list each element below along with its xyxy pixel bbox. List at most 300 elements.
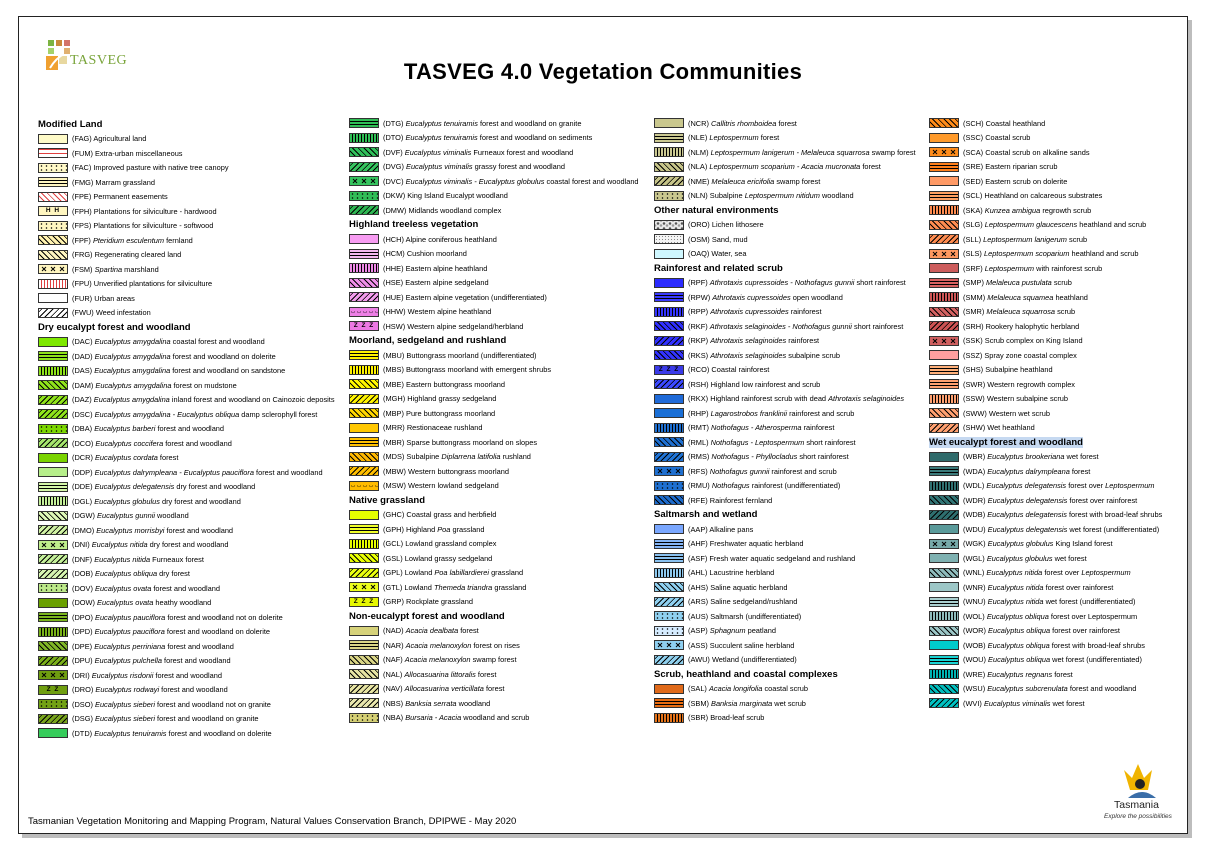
legend-label	[383, 525, 485, 534]
legend-label	[72, 178, 155, 187]
legend-label	[963, 423, 1035, 432]
swatch-cross-marks	[655, 641, 683, 649]
legend-swatch	[929, 611, 959, 621]
legend-code: (DAM)	[72, 380, 94, 390]
legend-code: (DRI)	[72, 670, 90, 680]
legend-description: Eucalyptus pauciflora forest and woodland not on dolerite	[95, 612, 283, 622]
legend-item	[38, 262, 338, 277]
legend-description: Eucalyptus globulus wet forest	[986, 553, 1087, 563]
legend-code: (SLG)	[963, 220, 983, 230]
legend-description: Eucalyptus delegatensis wet forest (undifferentiated)	[987, 524, 1160, 534]
legend-description: Highland grassy sedgeland	[407, 394, 497, 404]
legend-label	[688, 162, 881, 171]
legend-label	[688, 307, 822, 316]
section-header	[654, 203, 954, 218]
legend-description: Eucalyptus viminalis wet forest	[983, 698, 1085, 708]
legend-description: Water, sea	[711, 249, 747, 259]
legend-item	[349, 232, 649, 247]
legend-description: Eastern alpine vegetation (undifferentiated)	[405, 292, 547, 302]
legend-label	[383, 699, 490, 708]
legend-label	[72, 613, 283, 622]
legend-item	[929, 421, 1206, 436]
legend-label	[72, 265, 159, 274]
legend-swatch	[929, 408, 959, 418]
legend-item	[349, 537, 649, 552]
legend-label	[688, 583, 787, 592]
legend-item	[929, 160, 1206, 175]
legend-code: (RFS)	[688, 466, 708, 476]
legend-code: (DMW)	[383, 205, 407, 215]
legend-label	[963, 452, 1099, 461]
legend-description: Nothofagus rainforest (undifferentiated)	[711, 481, 841, 491]
legend-swatch	[929, 597, 959, 607]
legend-swatch	[38, 525, 68, 535]
legend-code: (AWU)	[688, 655, 710, 665]
legend-item	[349, 551, 649, 566]
legend-swatch	[929, 234, 959, 244]
legend-description: Eastern alpine sedgeland	[405, 278, 489, 288]
legend-code: (FSM)	[72, 264, 93, 274]
legend-code: (MBS)	[383, 365, 404, 375]
legend-label	[383, 568, 523, 577]
legend-swatch	[349, 539, 379, 549]
legend-item	[38, 146, 338, 161]
legend-code: (SLL)	[963, 234, 982, 244]
legend-description: Eucalyptus ovata heathy woodland	[97, 598, 212, 608]
legend-item	[929, 624, 1206, 639]
legend-item	[654, 566, 954, 581]
legend-item	[38, 436, 338, 451]
legend-item	[929, 464, 1206, 479]
legend-code: (NLA)	[688, 162, 708, 172]
legend-description: Eucalyptus morrisbyi forest and woodland	[96, 525, 234, 535]
legend-description: Plantations for silviculture - softwood	[93, 221, 214, 231]
legend-item	[929, 203, 1206, 218]
legend-label	[963, 684, 1136, 693]
legend-swatch	[654, 321, 684, 331]
legend-item	[929, 638, 1206, 653]
legend-description: Agricultural land	[93, 134, 147, 144]
legend-item	[349, 624, 649, 639]
legend-item	[38, 204, 338, 219]
legend-swatch	[654, 466, 684, 476]
legend-swatch	[38, 308, 68, 318]
legend-column-4	[929, 116, 1206, 711]
legend-description: Eucalyptus rodwayi forest and woodland	[95, 685, 228, 695]
legend-swatch	[349, 669, 379, 679]
legend-item	[654, 711, 954, 726]
legend-label	[688, 365, 769, 374]
legend-swatch	[349, 626, 379, 636]
legend-item	[929, 174, 1206, 189]
legend-description: Coastal heathland	[985, 118, 1046, 128]
legend-swatch	[38, 554, 68, 564]
legend-swatch	[38, 540, 68, 550]
legend-description: Eucalyptus viminalis Furneaux forest and woodland	[404, 147, 574, 157]
legend-code: (ARS)	[688, 597, 709, 607]
legend-label	[963, 597, 1135, 606]
legend-item	[654, 682, 954, 697]
legend-code: (RKP)	[688, 336, 709, 346]
legend-item	[38, 233, 338, 248]
legend-code: (DKW)	[383, 191, 406, 201]
legend-description: Subalpine Diplarrena latifolia rushland	[406, 452, 531, 462]
legend-label	[963, 177, 1067, 186]
swatch-cross-marks	[930, 148, 958, 156]
legend-description: Unverified plantations for silviculture	[93, 279, 213, 289]
legend-label	[688, 133, 779, 142]
legend-label	[688, 235, 748, 244]
legend-item	[929, 580, 1206, 595]
legend-label	[963, 133, 1030, 142]
legend-description: Coastal grass and herbfield	[406, 510, 497, 520]
legend-swatch	[38, 728, 68, 738]
legend-item	[349, 189, 649, 204]
legend-label	[963, 191, 1102, 200]
legend-item	[929, 479, 1206, 494]
legend-description: Leptospermum forest	[709, 133, 780, 143]
legend-code: (WGL)	[963, 553, 985, 563]
legend-label	[688, 336, 819, 345]
legend-swatch	[654, 336, 684, 346]
legend-description: Spartina marshland	[94, 264, 159, 274]
swatch-letter-marks: H H	[45, 207, 61, 215]
legend-swatch	[929, 640, 959, 650]
swatch-cross-marks	[655, 467, 683, 475]
legend-description: Eucalyptus pauciflora forest and woodland on dolerite	[94, 627, 271, 637]
tasmania-logo-name: Tasmania	[1114, 799, 1159, 811]
legend-code: (SCH)	[963, 118, 984, 128]
legend-label	[963, 322, 1079, 331]
legend-item	[929, 145, 1206, 160]
legend-swatch	[654, 481, 684, 491]
legend-item	[654, 377, 954, 392]
legend-code: (DDP)	[72, 467, 93, 477]
legend-label	[383, 249, 467, 258]
legend-description: Athrotaxis selaginoides - Nothofagus gunnii short rainforest	[709, 321, 904, 331]
legend-code: (SMP)	[963, 278, 984, 288]
legend-label	[688, 293, 843, 302]
legend-item	[654, 218, 954, 233]
legend-item	[654, 696, 954, 711]
legend-code: (DCO)	[72, 438, 94, 448]
legend-code: (RKF)	[688, 321, 708, 331]
legend-code: (NLN)	[688, 191, 708, 201]
legend-swatch	[654, 611, 684, 621]
legend-label	[72, 598, 211, 607]
legend-swatch	[654, 655, 684, 665]
legend-swatch	[929, 466, 959, 476]
section-header-text: Dry eucalypt forest and woodland	[38, 321, 191, 333]
legend-description: Western alpine heathland	[407, 307, 492, 317]
legend-item	[349, 479, 649, 494]
legend-item	[654, 551, 954, 566]
legend-swatch	[929, 698, 959, 708]
legend-column-1	[38, 117, 338, 741]
legend-code: (HCM)	[383, 249, 405, 259]
legend-description: Eucalyptus dalrympleana - Eucalyptus pauciflora forest and woodland	[94, 467, 323, 477]
legend-item	[929, 116, 1206, 131]
legend-label	[963, 307, 1075, 316]
legend-label	[963, 554, 1087, 563]
legend-item	[654, 145, 954, 160]
legend-label	[688, 452, 849, 461]
legend-swatch	[929, 379, 959, 389]
legend-swatch	[349, 394, 379, 404]
legend-code: (RPP)	[688, 307, 709, 317]
legend-item	[654, 653, 954, 668]
legend-item	[929, 276, 1206, 291]
legend-swatch	[654, 495, 684, 505]
legend-item	[38, 697, 338, 712]
legend-description: Eucalyptus gunnii woodland	[97, 511, 189, 521]
legend-item	[929, 551, 1206, 566]
legend-item	[654, 319, 954, 334]
legend-code: (RMT)	[688, 423, 709, 433]
legend-code: (FMG)	[72, 177, 94, 187]
legend-label	[72, 381, 237, 390]
legend-label	[383, 438, 537, 447]
legend-description: Leptospermum scoparium heathland and scrub	[983, 249, 1139, 259]
legend-swatch	[38, 583, 68, 593]
legend-label	[963, 249, 1138, 258]
section-header	[349, 609, 649, 624]
legend-code: (DTO)	[383, 133, 404, 143]
legend-label	[963, 568, 1131, 577]
legend-swatch	[38, 177, 68, 187]
legend-swatch	[654, 162, 684, 172]
legend-description: Leptospermum lanigerum - Melaleuca squarrosa swamp forest	[710, 147, 916, 157]
legend-item	[929, 261, 1206, 276]
legend-swatch	[38, 656, 68, 666]
legend-code: (WOL)	[963, 611, 985, 621]
legend-description: Eucalyptus brookeriana wet forest	[987, 452, 1099, 462]
legend-code: (FRG)	[72, 250, 93, 260]
legend-code: (DRO)	[72, 685, 94, 695]
legend-label	[963, 162, 1057, 171]
legend-label	[383, 133, 592, 142]
legend-code: (WOR)	[963, 626, 986, 636]
legend-item	[654, 160, 954, 175]
legend-swatch	[929, 423, 959, 433]
legend-label	[383, 307, 491, 316]
legend-label	[688, 568, 774, 577]
legend-description: Eucalyptus amygdalina - Eucalyptus obliqua damp sclerophyll forest	[94, 409, 318, 419]
legend-label	[688, 713, 764, 722]
legend-label	[383, 278, 489, 287]
legend-label	[688, 220, 764, 229]
section-header	[349, 334, 649, 349]
legend-label	[383, 481, 499, 490]
legend-description: Athrotaxis selaginoides rainforest	[710, 336, 820, 346]
legend-item	[654, 595, 954, 610]
legend-item	[654, 189, 954, 204]
legend-item	[654, 247, 954, 262]
legend-label	[72, 424, 224, 433]
legend-code: (GPL)	[383, 568, 403, 578]
legend-label	[688, 684, 808, 693]
legend-code: (GHC)	[383, 510, 405, 520]
legend-item	[38, 248, 338, 263]
legend-label	[383, 177, 639, 186]
legend-label	[963, 496, 1137, 505]
legend-item	[654, 450, 954, 465]
legend-swatch	[38, 351, 68, 361]
legend-code: (SBM)	[688, 698, 709, 708]
legend-label	[383, 554, 492, 563]
legend-description: Pteridium esculentum fernland	[92, 235, 193, 245]
legend-swatch	[349, 234, 379, 244]
legend-code: (RMS)	[688, 452, 710, 462]
legend-description: Banksia serrata woodland	[405, 698, 491, 708]
legend-code: (SRF)	[963, 263, 983, 273]
legend-code: (WDA)	[963, 466, 986, 476]
legend-label	[383, 641, 520, 650]
legend-label	[383, 510, 496, 519]
legend-swatch	[349, 423, 379, 433]
legend-description: Midlands woodland complex	[408, 205, 502, 215]
legend-item	[38, 465, 338, 480]
legend-code: (FPS)	[72, 221, 92, 231]
legend-description: Eucalyptus delegatensis dry forest and woodland	[94, 482, 256, 492]
legend-swatch	[929, 263, 959, 273]
legend-code: (GSL)	[383, 553, 403, 563]
legend-description: Eucalyptus globulus King Island forest	[987, 539, 1113, 549]
legend-label	[383, 583, 526, 592]
legend-label	[688, 380, 820, 389]
section-header	[349, 493, 649, 508]
legend-description: Acacia melanoxylon forest on rises	[405, 640, 520, 650]
legend-code: (NME)	[688, 176, 710, 186]
legend-code: (DSO)	[72, 699, 93, 709]
legend-description: Sparse buttongrass moorland on slopes	[406, 437, 538, 447]
legend-description: Coastal rainforest	[711, 365, 770, 375]
legend-label	[383, 423, 482, 432]
legend-code: (OAQ)	[688, 249, 710, 259]
legend-item	[38, 668, 338, 683]
legend-code: (MBE)	[383, 379, 404, 389]
legend-item	[929, 348, 1206, 363]
legend-swatch	[349, 162, 379, 172]
legend-swatch	[929, 191, 959, 201]
legend-swatch	[929, 292, 959, 302]
legend-swatch	[38, 250, 68, 260]
legend-description: Eucalyptus tenuiramis forest and woodland on sediments	[405, 133, 593, 143]
legend-description: Eucalyptus cordata forest	[95, 453, 179, 463]
legend-code: (MDS)	[383, 452, 405, 462]
legend-code: (DPE)	[72, 641, 93, 651]
legend-item	[38, 349, 338, 364]
legend-label	[72, 149, 183, 158]
legend-swatch	[929, 162, 959, 172]
legend-item	[654, 464, 954, 479]
legend-swatch	[929, 394, 959, 404]
section-header	[929, 435, 1206, 450]
legend-code: (DVG)	[383, 162, 404, 172]
legend-swatch	[654, 568, 684, 578]
legend-description: Nothofagus gunnii rainforest and scrub	[709, 466, 837, 476]
legend-swatch	[38, 641, 68, 651]
legend-code: (WOB)	[963, 640, 986, 650]
legend-label	[383, 351, 537, 360]
legend-code: (WNR)	[963, 582, 986, 592]
swatch-cross-marks	[350, 583, 378, 591]
legend-code: (ASP)	[688, 626, 708, 636]
legend-swatch	[349, 379, 379, 389]
legend-description: Rockplate grassland	[406, 597, 473, 607]
legend-swatch	[654, 640, 684, 650]
legend-label	[963, 394, 1068, 403]
legend-code: (WBR)	[963, 452, 986, 462]
legend-swatch	[654, 220, 684, 230]
legend-swatch	[654, 278, 684, 288]
legend-item	[929, 522, 1206, 537]
legend-label	[963, 467, 1090, 476]
legend-label	[72, 511, 189, 520]
legend-description: Scrub complex on King Island	[984, 336, 1083, 346]
legend-label	[963, 351, 1077, 360]
legend-description: Leptospermum lanigerum scrub	[983, 234, 1088, 244]
legend-code: (DSG)	[72, 714, 93, 724]
legend-column-3	[654, 116, 954, 725]
legend-description: Eucalyptus amygdalina forest and woodland on dolerite	[94, 351, 276, 361]
legend-code: (FAC)	[72, 163, 92, 173]
legend-description: Eucalyptus delegatensis forest over Leptospermum	[986, 481, 1155, 491]
legend-label	[688, 539, 803, 548]
swatch-cross-marks	[930, 540, 958, 548]
legend-item	[38, 509, 338, 524]
legend-item	[38, 451, 338, 466]
legend-description: Lowland Poa labillardierei grassland	[404, 568, 524, 578]
legend-swatch	[349, 147, 379, 157]
legend-description: Eucalyptus nitida Furneaux forest	[94, 554, 204, 564]
legend-item	[349, 464, 649, 479]
tasveg-logo-text: TASVEG	[70, 53, 128, 68]
legend-item	[38, 581, 338, 596]
legend-description: Rookery halophytic herbland	[985, 321, 1080, 331]
legend-label	[688, 119, 797, 128]
legend-description: Eucalyptus subcrenulata forest and woodland	[987, 684, 1137, 694]
legend-label	[688, 438, 856, 447]
legend-item	[654, 624, 954, 639]
legend-label	[963, 380, 1075, 389]
legend-label	[963, 583, 1113, 592]
section-header-text: Highland treeless vegetation	[349, 219, 479, 231]
legend-swatch	[38, 380, 68, 390]
section-header-text: Rainforest and related scrub	[654, 262, 783, 274]
legend-item	[349, 421, 649, 436]
legend-description: Extra-urban miscellaneous	[95, 148, 183, 158]
legend-description: Athrotaxis cupressoides open woodland	[712, 292, 843, 302]
legend-item	[38, 654, 338, 669]
legend-code: (RSH)	[688, 379, 709, 389]
legend-code: (GPH)	[383, 524, 404, 534]
legend-label	[688, 148, 916, 157]
legend-code: (SHS)	[963, 365, 984, 375]
legend-label	[72, 685, 228, 694]
legend-description: Alkaline pans	[709, 524, 754, 534]
legend-code: (WGK)	[963, 539, 986, 549]
legend-code: (NBA)	[383, 713, 404, 723]
legend-code: (WDR)	[963, 495, 986, 505]
legend-code: (WOU)	[963, 655, 986, 665]
legend-description: Nothofagus - Atherosperma rainforest	[711, 423, 835, 433]
legend-item	[929, 508, 1206, 523]
legend-description: Athrotaxis selaginoides subalpine scrub	[710, 350, 841, 360]
legend-description: Eucalyptus risdonii forest and woodland	[91, 670, 222, 680]
legend-description: Eucalyptus viminalis - Eucalyptus globulus coastal forest and woodland	[405, 176, 639, 186]
legend-item	[654, 493, 954, 508]
